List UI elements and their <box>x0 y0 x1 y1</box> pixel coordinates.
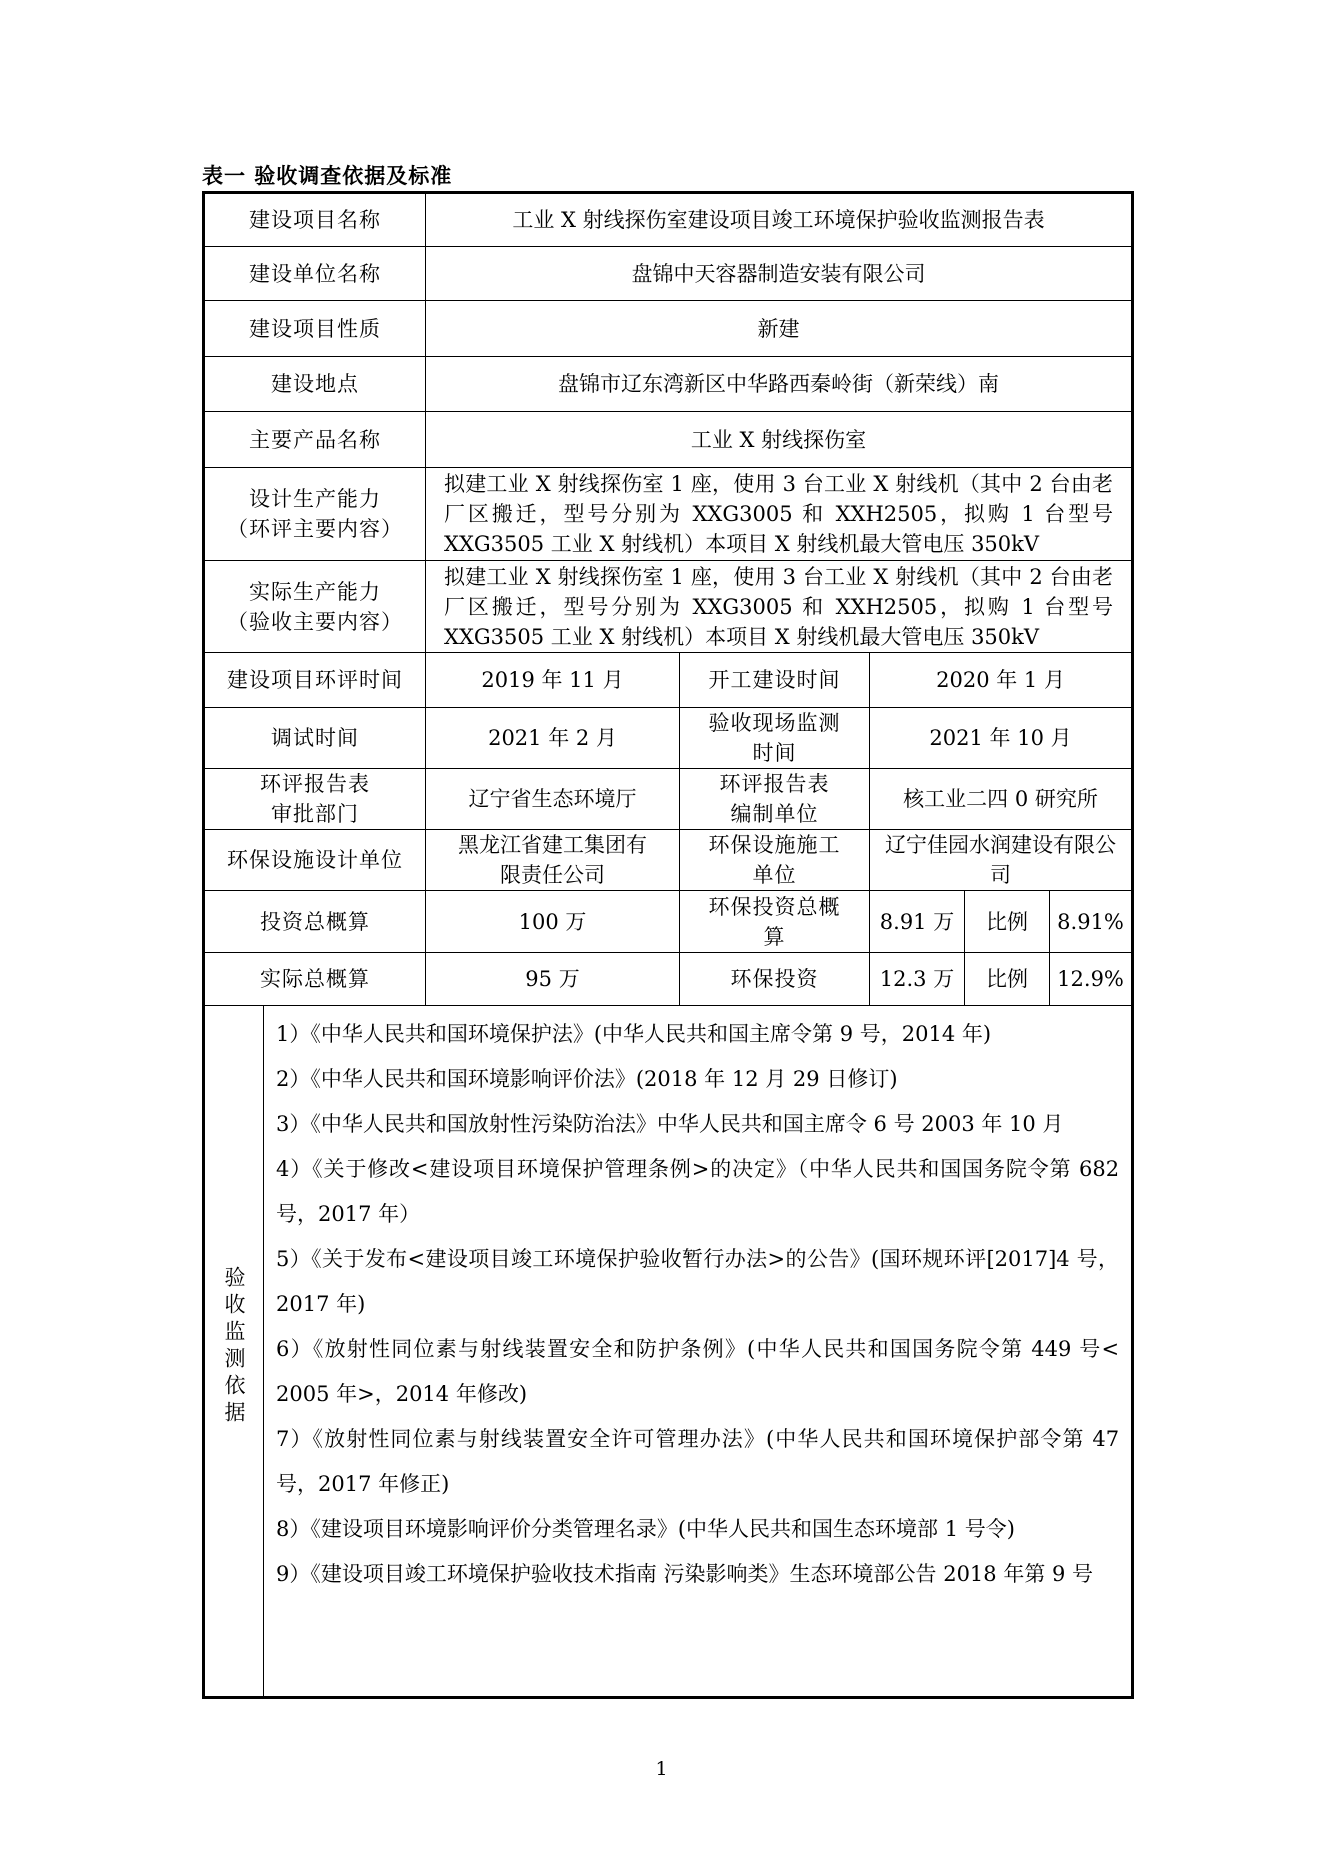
product-value: 工业 X 射线探伤室 <box>426 412 1133 468</box>
basis-item: 7）《放射性同位素与射线装置安全许可管理办法》(中华人民共和国环境保护部令第 47 号，2017 年修正) <box>276 1427 1120 1496</box>
page-number: 1 <box>655 1758 668 1780</box>
table-row <box>204 769 1133 830</box>
start-time-label: 开工建设时间 <box>680 653 870 708</box>
product-label: 主要产品名称 <box>204 412 426 468</box>
table-row <box>204 412 1133 468</box>
design-unit-value: 黑龙江省建工集团有限责任公司 <box>426 830 680 891</box>
basis-item: 5）《关于发布<建设项目竣工环境保护验收暂行办法>的公告》(国环规环评[2017]4 号， 2017 年) <box>276 1247 1120 1316</box>
actual-investment-label: 实际总概算 <box>204 953 426 1006</box>
page-title: 表一 验收调查依据及标准 <box>202 164 453 188</box>
table-row <box>204 193 1133 247</box>
investment-label: 投资总概算 <box>204 891 426 953</box>
approval-dept-value: 辽宁省生态环境厅 <box>426 769 680 830</box>
env-investment-value: 8.91 万 <box>870 891 965 953</box>
design-unit-label: 环保设施设计单位 <box>204 830 426 891</box>
start-time-value: 2020 年 1 月 <box>870 653 1133 708</box>
table-row <box>204 561 1133 653</box>
eia-time-label: 建设项目环评时间 <box>204 653 426 708</box>
monitor-time-label: 验收现场监测时间 <box>680 708 870 769</box>
nature-label: 建设项目性质 <box>204 301 426 357</box>
eia-author-label: 环评报告表编制单位 <box>680 769 870 830</box>
basis-item: 4）《关于修改<建设项目环境保护管理条例>的决定》（中华人民共和国国务院令第 682 号，2017 年） <box>276 1157 1120 1226</box>
basis-list <box>264 1006 1133 1698</box>
basis-item: 8）《建设项目环境影响评价分类管理名录》(中华人民共和国生态环境部 1 号令) <box>276 1517 1015 1541</box>
design-capacity-label <box>204 468 426 561</box>
basis-item: 3）《中华人民共和国放射性污染防治法》中华人民共和国主席令 6 号 2003 年 10 月 <box>276 1112 1064 1136</box>
table-row <box>204 891 1133 953</box>
table-row <box>204 301 1133 357</box>
basis-item: 2）《中华人民共和国环境影响评价法》(2018 年 12 月 29 日修订) <box>276 1067 898 1091</box>
basis-item: 6）《放射性同位素与射线装置安全和防护条例》(中华人民共和国国务院令第 449 号< 2005 年>，2014 年修改) <box>276 1337 1120 1406</box>
construction-unit-value: 辽宁佳园水润建设有限公司 <box>870 830 1133 891</box>
actual-capacity-value: 拟建工业 X 射线探伤室 1 座，使用 3 台工业 X 射线机（其中 2 台由老厂区搬迁，型号分别为 XXG3005 和 XXH2505，拟购 1 台型号 XXG3505 工业 X 射线机）本项目 X 射线机最大管电压 350kV <box>426 561 1133 653</box>
basis-label-cell <box>204 1006 264 1698</box>
actual-env-investment-label: 环保投资 <box>680 953 870 1006</box>
acceptance-basis-table <box>202 191 1134 1699</box>
eia-time-value: 2019 年 11 月 <box>426 653 680 708</box>
nature-value: 新建 <box>426 301 1133 357</box>
basis-item: 9）《建设项目竣工环境保护验收技术指南 污染影响类》生态环境部公告 2018 年第 9 号 <box>276 1562 1094 1586</box>
actual-env-investment-value: 12.3 万 <box>870 953 965 1006</box>
design-capacity-label-line1: 设计生产能力 <box>249 487 381 511</box>
table-row <box>204 1006 1133 1698</box>
table-row <box>204 468 1133 561</box>
investment-value: 100 万 <box>426 891 680 953</box>
actual-ratio-label: 比例 <box>965 953 1050 1006</box>
project-name-label: 建设项目名称 <box>204 193 426 247</box>
unit-name-value: 盘锦中天容器制造安装有限公司 <box>426 247 1133 301</box>
table-row <box>204 357 1133 412</box>
table-row <box>204 653 1133 708</box>
actual-capacity-label-line2: （验收主要内容） <box>227 609 403 634</box>
debug-time-label: 调试时间 <box>204 708 426 769</box>
construction-unit-label: 环保设施施工单位 <box>680 830 870 891</box>
ratio-value: 8.91% <box>1050 891 1133 953</box>
design-capacity-value: 拟建工业 X 射线探伤室 1 座，使用 3 台工业 X 射线机（其中 2 台由老厂区搬迁，型号分别为 XXG3005 和 XXH2505，拟购 1 台型号 XXG3505 工业 X 射线机）本项目 X 射线机最大管电压 350kV <box>426 468 1133 561</box>
design-capacity-label-line2: （环评主要内容） <box>227 517 403 541</box>
debug-time-value: 2021 年 2 月 <box>426 708 680 769</box>
basis-item: 1）《中华人民共和国环境保护法》(中华人民共和国主席令第 9 号，2014 年) <box>276 1022 992 1046</box>
eia-author-value: 核工业二四 0 研究所 <box>870 769 1133 830</box>
actual-capacity-label-line1: 实际生产能力 <box>249 579 381 604</box>
table-row <box>204 830 1133 891</box>
env-investment-label: 环保投资总概算 <box>680 891 870 953</box>
actual-capacity-label <box>204 561 426 653</box>
approval-dept-label: 环评报告表审批部门 <box>204 769 426 830</box>
location-value: 盘锦市辽东湾新区中华路西秦岭街（新荣线）南 <box>426 357 1133 412</box>
table-row <box>204 708 1133 769</box>
table-row <box>204 953 1133 1006</box>
location-label: 建设地点 <box>204 357 426 412</box>
actual-ratio-value: 12.9% <box>1050 953 1133 1006</box>
actual-investment-value: 95 万 <box>426 953 680 1006</box>
project-name-value: 工业 X 射线探伤室建设项目竣工环境保护验收监测报告表 <box>426 193 1133 247</box>
table-row <box>204 247 1133 301</box>
ratio-label: 比例 <box>965 891 1050 953</box>
unit-name-label: 建设单位名称 <box>204 247 426 301</box>
basis-label: 验收监测依据 <box>222 1266 246 1428</box>
monitor-time-value: 2021 年 10 月 <box>870 708 1133 769</box>
